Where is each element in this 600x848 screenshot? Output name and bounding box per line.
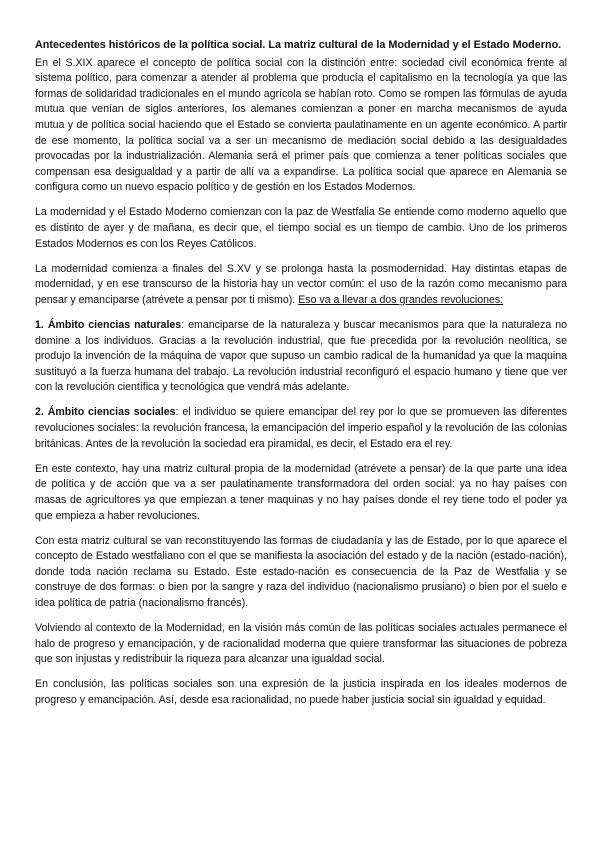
paragraph-conclusion: En conclusión, las políticas sociales son una expresión de la justicia inspirada en los ideales modernos de progreso y emancipación. Así, desde esa racionalidad, no puede haber justicia social sin igualdad y equidad.: [35, 678, 567, 706]
document-page: [35, 38, 567, 718]
natural-sciences-label: 1. Ámbito ciencias naturales: [35, 319, 182, 331]
paragraph-modern-state: La modernidad y el Estado Moderno comienzan con la paz de Westfalia Se entiende como moderno aquello que es distinto de ayer y de mañana, es decir que, el tiempo social es un tiempo de cambio. Uno de los primeros Estados Modernos es con los Reyes Católicos.: [35, 206, 567, 250]
paragraph-modernity: [35, 262, 567, 309]
two-revolutions-underlined: Eso va a llevar a dos grandes revoluciones:: [298, 293, 504, 306]
paragraph-modernity-context: Volviendo al contexto de la Modernidad, en la visión más común de las políticas sociales actuales permanece el halo de progreso y emancipación, y de racionalidad moderna que quiere transformar las situaciones de pobreza que son injustas y redistribuir la riqueza para alcanzar una igualdad social.: [35, 622, 567, 666]
paragraph-origins-social-policy: En el S.XIX aparece el concepto de política social con la distinción entre: sociedad civil económica frente al sistema político, para comenzar a atender al problema que producía el capitalismo en la tecnología ya que las formas de solidaridad tradicionales en el mundo agrícola se habían roto. Como se rompen las fórmulas de ayuda mutua que venían de siglos anteriores, los alemanes comienzan a poner en marcha mecanismos de ayuda mutua y de política social haciendo que el Estado se convierta paulatinamente en un agente económico. A partir de ese momento, la política social va a ser un mecanismo de mediación social debido a las desigualdades provocadas por la industrialización. Alemania será el primer país que comienza a tener políticas sociales que compensan esa desigualdad y a partir de allí va a expandirse. La política social que aparece en Alemania se configura como un nuevo espacio político y de gestión en los Estados Modernos.: [35, 56, 567, 194]
paragraph-natural-sciences: [35, 318, 567, 396]
paragraph-social-sciences: [35, 405, 567, 452]
paragraph-modernity-text: La modernidad comienza a finales del S.XV y se prolonga hasta la posmodernidad. Hay distintas etapas de modernidad, y en ese transcurso de la historia hay un vector común: el uso de la razón como mecanismo para pensar y emanciparse (atrévete a pensar por ti mismo).: [35, 262, 567, 306]
natural-sciences-text: : emanciparse de la naturaleza y buscar mecanismos para que la naturaleza no domine a los individuos. Gracias a la revolución industrial, que fue precedida por la revolución neolítica, se produjo la invención de la máquina de vapor que supuso un cambio radical de la humanidad ya que la maquina sustituyó a la fuerza humana del trabajo. La revolución industrial reconfiguró el espacio humano y tiene que ver con la revolución científica y tecnológica que vendrá más adelante.: [35, 319, 567, 394]
paragraph-westphalian-state: Con esta matriz cultural se van reconstituyendo las formas de ciudadanía y las de Estado, por lo que aparece el concepto de Estado westfaliano con el que se manifiesta la asociación del estado y de la nación (estado-nación), donde toda nación reclama su Estado. Este estado-nación es consecuencia de la Paz de Westfalia y se construye de dos formas: o bien por la sangre y raza del individuo (nacionalismo prusiano) o bien por el suelo e idea política de patria (nacionalismo francés).: [35, 534, 567, 609]
social-sciences-text: : el individuo se quiere emancipar del rey por lo que se promueven las diferentes revoluciones sociales: la revolución francesa, la emancipación del imperio español y la revolución de las colonias británicas. Antes de la revolución la sociedad era piramidal, es decir, el Estado era el rey.: [35, 406, 567, 450]
social-sciences-label: 2. Ámbito ciencias sociales: [35, 406, 176, 419]
document-title: Antecedentes históricos de la política social. La matriz cultural de la Modernidad y el Estado Moderno.: [35, 39, 562, 51]
paragraph-cultural-matrix: En este contexto, hay una matriz cultural propia de la modernidad (atrévete a pensar) de la que parte una idea de política y de acción que va a ser paulatinamente transformadora del orden social: ya no hay países con masas de agricultores ya que empiezan a tener maquinas y no hay países donde el rey tiene todo el poder ya que empieza a haber revoluciones.: [35, 462, 567, 522]
